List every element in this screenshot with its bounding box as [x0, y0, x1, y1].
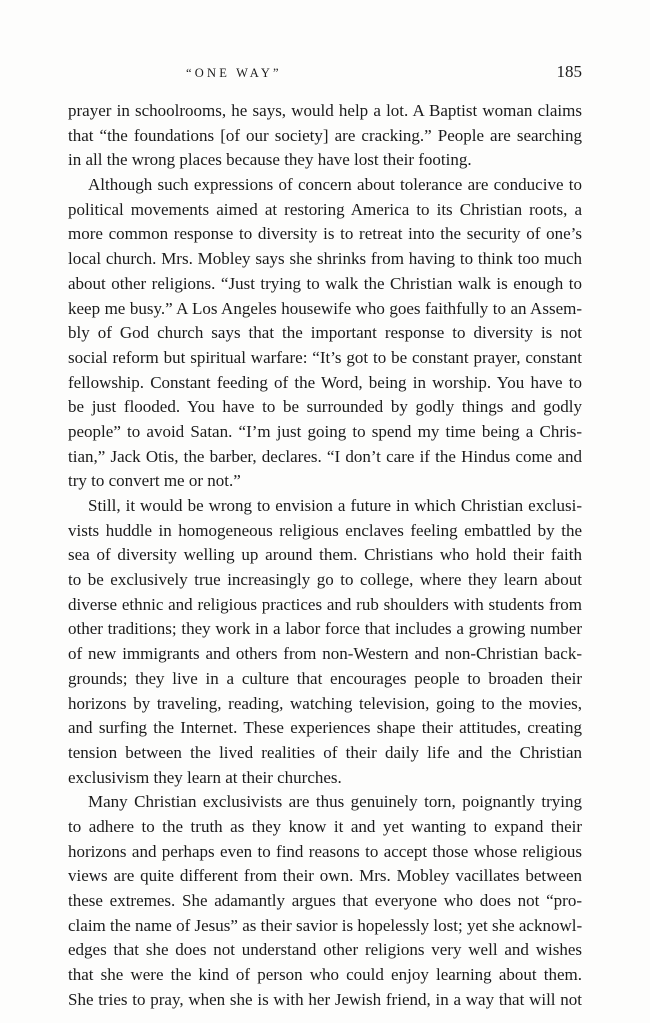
text-line: vists huddle in homogeneous religious enclaves feeling embattled by the	[68, 520, 582, 540]
text-line: tension between the lived realities of their daily life and the Christian	[68, 742, 582, 762]
text-line: local church. Mrs. Mobley says she shrinks from having to think too much	[68, 249, 582, 269]
text-line: that “the foundations [of our society] are cracking.” People are searching	[68, 125, 582, 145]
text-line: horizons and perhaps even to find reasons to accept those whose religious	[68, 841, 582, 861]
text-line: grounds; they live in a culture that encourages people to broaden their	[68, 668, 582, 688]
text-line: sea of diversity welling up around them. Christians who hold their faith	[68, 545, 582, 565]
text-line: other traditions; they work in a labor force that includes a growing number	[68, 619, 582, 639]
text-line: these extremes. She adamantly argues that everyone who does not “pro-	[68, 891, 582, 910]
text-line: views are quite different from their own. Mrs. Mobley vacillates between	[68, 866, 582, 886]
text-line: She tries to pray, when she is with her Jewish friend, in a way that will not	[68, 989, 582, 1009]
text-line: exclusivism they learn at their churches.	[68, 767, 342, 787]
running-title: “ONE WAY”	[186, 66, 282, 80]
text-line: to adhere to the truth as they know it and yet wanting to expand their	[68, 816, 582, 836]
text-line: tian,” Jack Otis, the barber, declares. “I don’t care if the Hindus come and	[68, 446, 582, 466]
text-line: that she were the kind of person who could enjoy learning about them.	[68, 965, 582, 985]
text-line: diverse ethnic and religious practices and rub shoulders with students from	[68, 594, 582, 614]
text-line: about other religions. “Just trying to walk the Christian walk is enough to	[68, 273, 582, 293]
body-text	[68, 99, 582, 1012]
text-line: in all the wrong places because they have lost their footing.	[68, 150, 472, 170]
text-line: try to convert me or not.”	[68, 471, 241, 491]
text-line: Many Christian exclusivists are thus genuinely torn, poignantly trying	[88, 792, 582, 812]
text-line: edges that she does not understand other religions very well and wishes	[68, 940, 582, 960]
text-line: to be exclusively true increasingly go to college, where they learn about	[68, 570, 582, 590]
running-head	[68, 62, 582, 86]
text-line: horizons by traveling, reading, watching television, going to the movies,	[68, 693, 582, 713]
text-line: and surfing the Internet. These experiences shape their attitudes, creating	[68, 718, 582, 738]
text-line: claim the name of Jesus” as their savior is hopelessly lost; yet she acknowl-	[68, 915, 582, 935]
text-line: fellowship. Constant feeding of the Word, being in worship. You have to	[68, 372, 582, 392]
text-line: keep me busy.” A Los Angeles housewife who goes faithfully to an Assem-	[68, 298, 582, 318]
text-line: of new immigrants and others from non-Western and non-Christian back-	[68, 644, 582, 664]
text-line: be just flooded. You have to be surrounded by godly things and godly	[68, 397, 582, 417]
text-line: bly of God church says that the important response to diversity is not	[68, 323, 582, 343]
text-line: Still, it would be wrong to envision a future in which Christian exclusi-	[88, 496, 582, 515]
page-number: 185	[556, 62, 582, 81]
text-line: social reform but spiritual warfare: “It’s got to be constant prayer, constant	[68, 347, 582, 367]
text-line: more common response to diversity is to retreat into the security of one’s	[68, 224, 582, 244]
text-line: prayer in schoolrooms, he says, would help a lot. A Baptist woman claims	[68, 101, 582, 120]
text-line: people” to avoid Satan. “I’m just going to spend my time being a Chris-	[68, 421, 582, 441]
text-line: Although such expressions of concern about tolerance are conducive to	[88, 175, 582, 195]
text-line: political movements aimed at restoring America to its Christian roots, a	[68, 199, 582, 219]
